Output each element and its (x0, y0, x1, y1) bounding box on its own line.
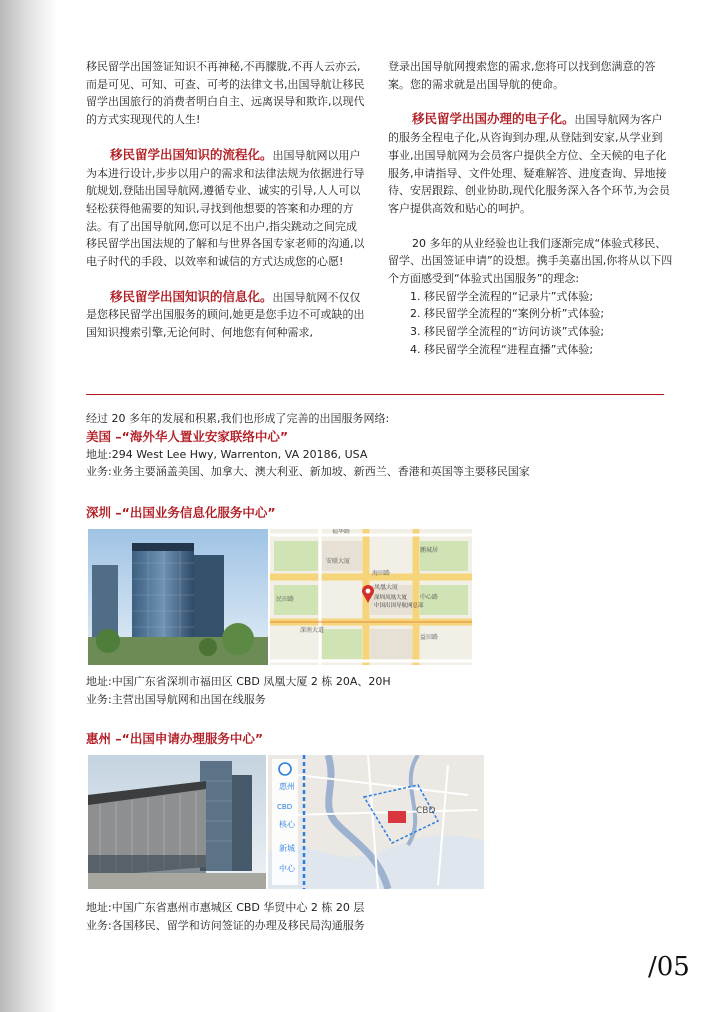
information-body: 出国导航网不仅仅是您移民留学出国服务的顾问,她更是您手边不可或缺的出国知识搜索引擎,无论何时、何地您有何种需求, (86, 290, 365, 340)
section-divider (86, 394, 664, 395)
electronic-body: 出国导航网为客户的服务全程电子化,从咨询到办理,从登陆到安家,从学业到事业,出国导航网为会员客户提供全方位、全天候的电子化服务,申请指导、文件处理、疑难解答、进度查询、异地接待、安居跟踪、创业协助,现代化服务深入各个环节,为会员客户提供高效和贴心的呵护。 (388, 113, 670, 215)
shenzhen-location-map (270, 529, 472, 665)
right-column (388, 58, 673, 359)
workflow-body: 出国导航网以用户为本进行设计,步步以用户的需求和法律法规为依据进行导航规划,登陆出国导航网,遵循专业、诚实的引导,人人可以轻松获得他需要的知识,寻找到他想要的答案和办理的方法。有了出国导航网,您可以足不出户,指尖跳动之间完成移民留学出国法规的了解和与世界各国专家老师的沟通,以电子时代的手段、以效率和诚信的方式达成您的心愿! (86, 148, 365, 269)
left-column (86, 58, 366, 342)
map-label: 中国出国导航网总部 (374, 603, 424, 609)
experience-list (388, 288, 673, 359)
usa-office-business: 业务:业务主要涵盖美国、加拿大、澳大利亚、新加坡、新西兰、香港和英国等主要移民国家 (86, 465, 530, 479)
page-number: /05 (648, 952, 690, 982)
huizhou-office-address: 地址:中国广东省惠州市惠城区 CBD 华贸中心 2 栋 20 层 (86, 901, 365, 914)
workflow-section (86, 146, 366, 271)
map-label: 鹏城居 (420, 547, 439, 554)
map-label: 深南大道 (300, 627, 325, 634)
map-label: 海田路 (372, 570, 391, 577)
information-heading: 移民留学出国知识的信息化。 (110, 288, 273, 304)
network-intro: 经过 20 多年的发展和积累,我们也形成了完善的出国服务网络: (86, 412, 390, 425)
map-label: 惠州 (279, 782, 295, 791)
shenzhen-office-title-wrap (86, 504, 676, 522)
list-item: 4. 移民留学全流程“进程直播”式体验; (410, 342, 594, 356)
electronic-section (388, 110, 673, 217)
shenzhen-office-title: 深圳 –“出国业务信息化服务中心” (86, 505, 276, 520)
map-label: 福华路 (332, 529, 351, 535)
shenzhen-building-photo (88, 529, 268, 665)
map-label: 深圳凤凰大厦 (374, 595, 408, 601)
usa-office (86, 428, 676, 481)
map-label: CBD (277, 803, 293, 811)
huizhou-office-title: 惠州 –“出国申请办理服务中心” (86, 731, 264, 746)
map-label: 新城 (279, 844, 295, 853)
usa-office-address: 地址:294 West Lee Hwy, Warrenton, VA 20186, USA (86, 447, 368, 461)
workflow-heading: 移民留学出国知识的流程化。 (110, 146, 273, 162)
list-item: 2. 移民留学全流程的“案例分析”式体验; (410, 307, 605, 321)
huizhou-location-map (268, 755, 484, 889)
usa-office-title: 美国 –“海外华人置业安家联络中心” (86, 429, 289, 444)
map-label: CBD (416, 806, 436, 816)
intro-paragraph: 移民留学出国签证知识不再神秘,不再朦胧,不再人云亦云,而是可见、可知、可查、可考的法律文书,出国导航让移民留学出国旅行的消费者明白自主、远离误导和欺诈,以现代的方式实现现代的人生! (86, 60, 365, 127)
map-label: 益田路 (420, 634, 439, 641)
huizhou-building-photo (88, 755, 266, 889)
shenzhen-office-address: 地址:中国广东省深圳市福田区 CBD 凤凰大厦 2 栋 20A、20H (86, 675, 391, 688)
electronic-heading: 移民留学出国办理的电子化。 (412, 111, 575, 127)
experience-paragraph: 20 多年的从业经验也让我们逐渐完成“体验式移民、留学、出国签证申请”的设想。携手美嘉出国,你将从以下四个方面感受到“体验式出国服务”的理念: (388, 236, 673, 286)
shenzhen-office-business: 业务:主营出国导航网和出国在线服务 (86, 692, 266, 706)
map-label: 中心路 (420, 594, 439, 601)
huizhou-office-business: 业务:各国移民、留学和访问签证的办理及移民局沟通服务 (86, 918, 365, 932)
shenzhen-office (86, 673, 676, 708)
map-label: 凤凰大厦 (374, 584, 399, 591)
page-spine-shadow (0, 0, 58, 1012)
huizhou-office (86, 899, 676, 934)
map-label: 安联大厦 (326, 558, 351, 565)
map-label: 中心 (279, 864, 295, 873)
map-label: 核心 (279, 820, 295, 829)
list-item: 1. 移民留学全流程的“记录片”式体验; (410, 289, 594, 303)
information-section (86, 288, 366, 342)
list-item: 3. 移民留学全流程的“访问访谈”式体验; (410, 325, 605, 339)
huizhou-office-title-wrap (86, 730, 676, 748)
continued-paragraph: 登录出国导航网搜索您的需求,您将可以找到您满意的答案。您的需求就是出国导航的使命。 (388, 60, 656, 91)
map-label: 民田路 (276, 596, 295, 603)
